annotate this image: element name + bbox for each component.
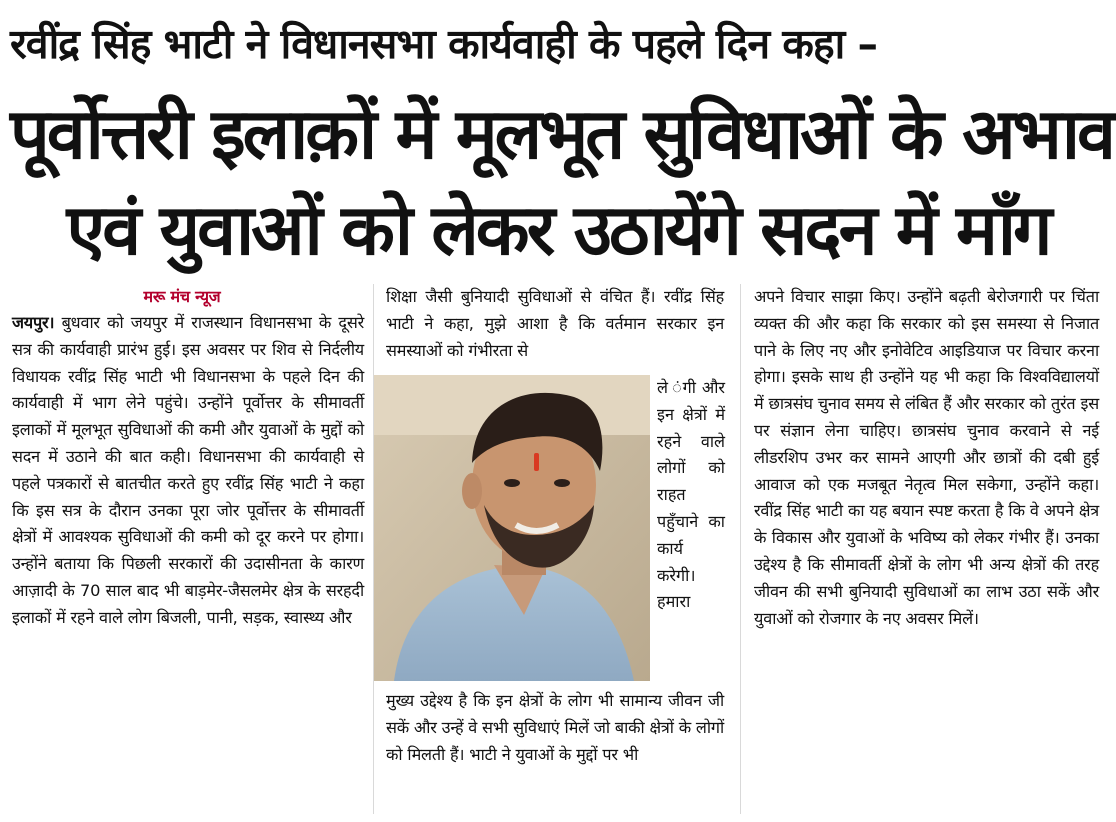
dateline: जयपुर। <box>12 313 55 332</box>
article-column-2-bottom <box>386 688 724 768</box>
headline-line-1: पूर्वोत्तरी इलाक़ों में मूलभूत सुविधाओं के अभाव <box>10 93 1113 175</box>
article-column-2-wrap <box>657 375 725 616</box>
article-column-3 <box>754 284 1099 632</box>
column-1-text: बुधवार को जयपुर में राजस्थान विधानसभा के दूसरे सत्र की कार्यवाही प्रारंभ हुई। इस अवसर पर शिव से निर्दलीय विधायक रवींद्र सिंह भाटी भी विधानसभा के पहले दिन की कार्यवाही में भाग लेने पहुंचे। उन्होंने पूर्वोत्तर के सीमावर्ती इलाकों में मूलभूत सुविधाओं की कमी और युवाओं के मुद्दों को सदन में उठाने की बात कही। विधानसभा की कार्यवाही से पहले पत्रकारों से बातचीत करते हुए रवींद्र सिंह भाटी ने कहा कि इस सत्र के दौरान उनका पूरा जोर पूर्वोत्तर के सीमावर्ती क्षेत्रों में आवश्यक सुविधाओं की कमी को दूर करने पर होगा। उन्होंने बताया कि पिछली सरकारों की उदासीनता के कारण आज़ादी के 70 साल बाद भी बाड़मेर-जैसलमेर क्षेत्र के सरहदी इलाकों में रहने वाले लोग बिजली, पानी, सड़क, स्वास्थ्य और <box>12 313 364 627</box>
column-3-text: अपने विचार साझा किए। उन्होंने बढ़ती बेरोजगारी पर चिंता व्यक्त की और कहा कि सरकार को इस समस्या से निजात पाने के लिए नए और इनोवेटिव आइडियाज पर विचार करना होगा। इसके साथ ही उन्होंने यह भी कहा कि विश्वविद्यालयों में छात्रसंघ चुनाव समय से लंबित हैं और सरकार को तुरंत इस पर संज्ञान लेना चाहिए। छात्रसंघ चुनाव करवाने से नई लीडरशिप उभर कर सामने आएगी और छात्रों की दबी हुई आवाज को एक मजबूत नेतृत्व मिल सकेगा, उन्होंने कहा। रवींद्र सिंह भाटी का यह बयान स्पष्ट करता है कि वे अपने क्षेत्र के विकास और युवाओं के भविष्य को लेकर गंभीर हैं। उनका उद्देश्य है कि सीमावर्ती क्षेत्रों के लोग भी अन्य क्षेत्रों की तरह जीवन की सभी बुनियादी सुविधाओं का लाभ उठा सकें और युवाओं को रोजगार के नए अवसर मिलें। <box>754 287 1099 628</box>
portrait-image <box>374 375 650 681</box>
article-column-1 <box>12 284 364 632</box>
kicker-line: रवींद्र सिंह भाटी ने विधानसभा कार्यवाही के पहले दिन कहा – <box>10 20 878 68</box>
portrait-photo <box>374 375 650 681</box>
column-2-bottom-text: मुख्य उद्देश्य है कि इन क्षेत्रों के लोग भी सामान्य जीवन जी सकें और उन्हें वे सभी सुविधाएं मिलें जो बाकी क्षेत्रों के लोगों को मिलती हैं। भाटी ने युवाओं के मुद्दों पर भी <box>386 691 724 764</box>
column-2-wrap-text: ले ंगी और इन क्षेत्रों में रहने वाले लोगों को राहत पहुँचाने का कार्य करेगी। हमारा <box>657 378 725 612</box>
column-2-top-text: शिक्षा जैसी बुनियादी सुविधाओं से वंचित हैं। रवींद्र सिंह भाटी ने कहा, मुझे आशा है कि वर्तमान सरकार इन समस्याओं को गंभीरता से <box>386 287 724 360</box>
article-column-2-top <box>386 284 724 364</box>
column-divider <box>740 284 741 814</box>
column-1-paragraph <box>12 310 364 632</box>
byline: मरू मंच न्यूज <box>143 287 221 306</box>
headline-line-2: एवं युवाओं को लेकर उठायेंगे सदन में माँग <box>66 189 1050 271</box>
